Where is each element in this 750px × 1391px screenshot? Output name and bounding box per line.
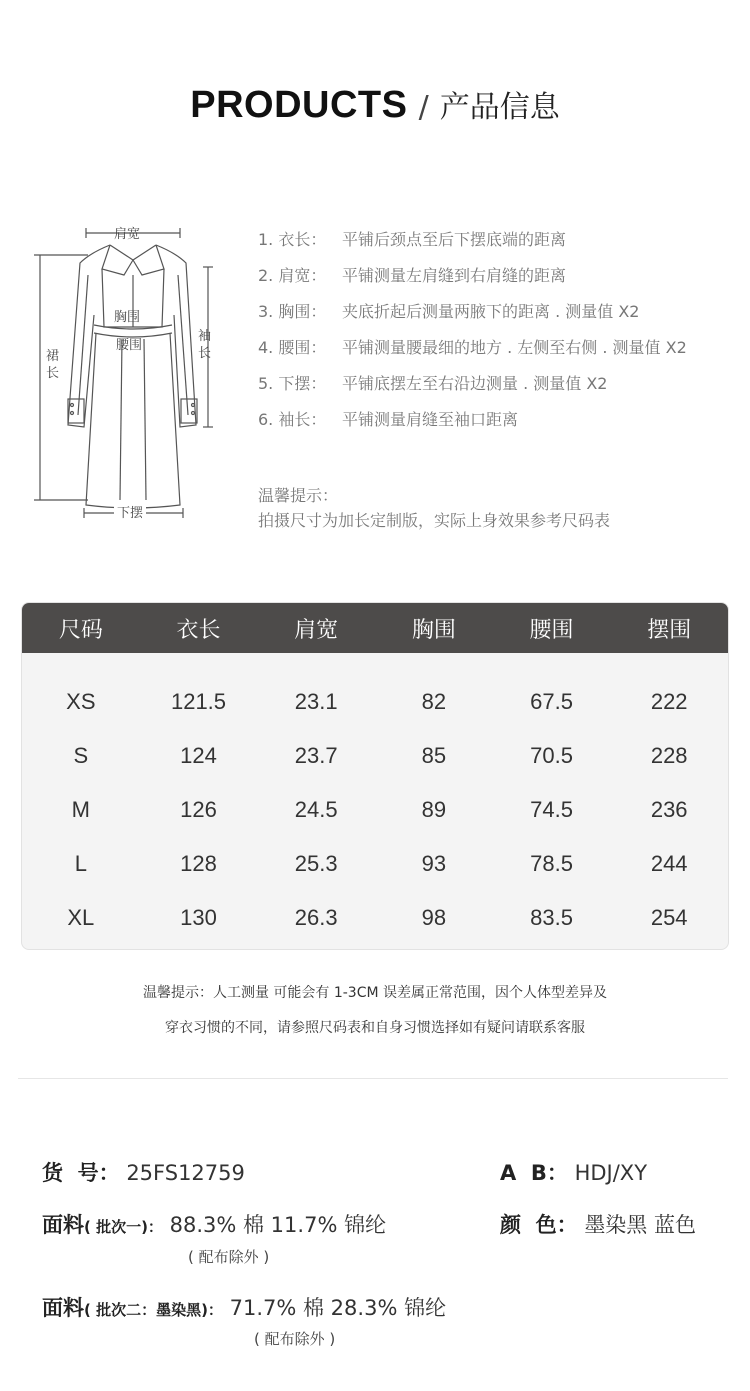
table-row [22,675,728,729]
measurement-description: 平铺测量左肩缝到右肩缝的距离 [342,266,567,285]
header-hem: 摆围 [647,617,692,643]
fabric1-sub-note: ( 配布除外 ) [188,1248,270,1266]
table-cell: 130 [180,905,217,930]
table-row [22,837,728,891]
table-row [22,891,728,945]
fabric2-note: ( 批次二：墨染黑)： [84,1301,223,1319]
measurement-item [258,258,687,294]
color-value: 墨染黑 蓝色 [584,1213,696,1237]
table-body [22,653,728,945]
table-cell: 121.5 [170,689,227,714]
table-cell: 98 [421,905,447,930]
size-table [21,602,729,950]
title-english: PRODUCTS [190,84,408,126]
table-cell: 128 [180,851,217,876]
hem-label: 下摆 [114,502,146,521]
measurement-label: 3. 胸围： [258,302,327,321]
table-cell: 26.3 [294,905,338,930]
table-cell: 67.5 [530,689,573,714]
tip-text: 拍摄尺寸为加长定制版，实际上身效果参考尺码表 [258,511,611,530]
header-waist: 腰围 [529,617,574,643]
table-cell: 70.5 [530,743,573,768]
table-cell: 124 [180,743,217,768]
table-cell: 89 [421,797,447,822]
table-cell: 74.5 [530,797,573,822]
ab-value: HDJ/XY [574,1161,648,1185]
sku-label: 货 号： [42,1161,120,1185]
title-chinese: 产品信息 [439,90,560,125]
measurement-description: 平铺底摆左至右沿边测量 . 测量值 X2 [342,374,608,393]
table-header [22,603,728,653]
table-cell: 228 [650,743,688,768]
fabric1-note: ( 批次一)： [84,1218,163,1236]
table-row [22,783,728,837]
table-cell: 222 [650,689,688,714]
fabric-batch-2-row [42,1292,446,1322]
measurement-description: 平铺后颈点至后下摆底端的距离 [342,230,567,249]
color-label: 颜 色： [500,1213,578,1237]
header-shoulder: 肩宽 [294,617,339,643]
table-cell: 85 [421,743,447,768]
title-separator: / [418,90,429,125]
table-cell: 82 [421,689,447,714]
measurement-guide [258,222,687,438]
table-cell: 25.3 [294,851,338,876]
photo-tip [258,483,610,533]
notice-line-2: 穿衣习惯的不同，请参照尺码表和自身习惯选择如有疑问请联系客服 [165,1020,585,1036]
sku-value: 25FS12759 [126,1161,245,1185]
measurement-description: 平铺测量腰最细的地方 . 左侧至右侧 . 测量值 X2 [342,338,687,357]
header-size: 尺码 [58,617,103,643]
table-cell: 93 [421,851,447,876]
measurement-description: 夹底折起后测量两腋下的距离 . 测量值 X2 [342,302,640,321]
table-cell: 244 [650,851,688,876]
table-cell: XL [67,905,95,930]
measurement-item [258,330,687,366]
sku-row [42,1157,245,1187]
table-cell: 23.7 [294,743,338,768]
measurement-label: 4. 腰围： [258,338,327,357]
table-cell: 23.1 [294,689,338,714]
table-cell: 254 [650,905,688,930]
table-cell: S [73,743,89,768]
divider [18,1078,728,1079]
header-length: 衣长 [176,617,221,643]
measurement-label: 6. 袖长： [258,410,327,429]
measurement-label: 1. 衣长： [258,230,327,249]
measurement-item [258,294,687,330]
table-cell: 83.5 [530,905,573,930]
tip-heading: 温馨提示： [258,486,339,505]
shoulder-label: 肩宽 [114,227,141,242]
color-row [500,1209,696,1239]
measurement-label: 5. 下摆： [258,374,327,393]
chest-label: 胸围 [114,310,141,325]
sleeve-length-label-1: 袖 [198,329,212,344]
fabric1-label: 面料 [42,1213,84,1237]
page-title [0,82,750,127]
table-row [22,729,728,783]
skirt-length-label-2: 长 [46,366,60,381]
measurement-item [258,366,687,402]
table-cell: L [74,851,87,876]
measurement-description: 平铺测量肩缝至袖口距离 [342,410,519,429]
notice-line-1: 温馨提示：人工测量 可能会有 1-3CM 误差属正常范围，因个人体型差异及 [142,985,608,1001]
waist-label: 腰围 [116,338,143,353]
fabric1-value: 88.3% 棉 11.7% 锦纶 [169,1213,387,1237]
fabric-batch-1-row [42,1209,386,1239]
table-cell: 126 [180,797,217,822]
fabric2-value: 71.7% 棉 28.3% 锦纶 [229,1296,447,1320]
measurement-item [258,402,687,438]
ab-row [500,1157,647,1187]
ab-label: A B： [500,1161,568,1185]
table-cell: M [71,797,90,822]
measurement-label: 2. 肩宽： [258,266,327,285]
sleeve-length-label-2: 长 [198,346,212,361]
fabric2-label: 面料 [42,1296,84,1320]
measurement-item [258,222,687,258]
table-cell: 24.5 [294,797,338,822]
header-chest: 胸围 [411,617,456,643]
fabric2-sub-note: ( 配布除外 ) [254,1330,336,1348]
table-cell: XS [66,689,96,714]
table-cell: 78.5 [530,851,573,876]
table-cell: 236 [650,797,688,822]
skirt-length-label-1: 裙 [46,349,60,364]
dress-diagram [28,215,228,525]
